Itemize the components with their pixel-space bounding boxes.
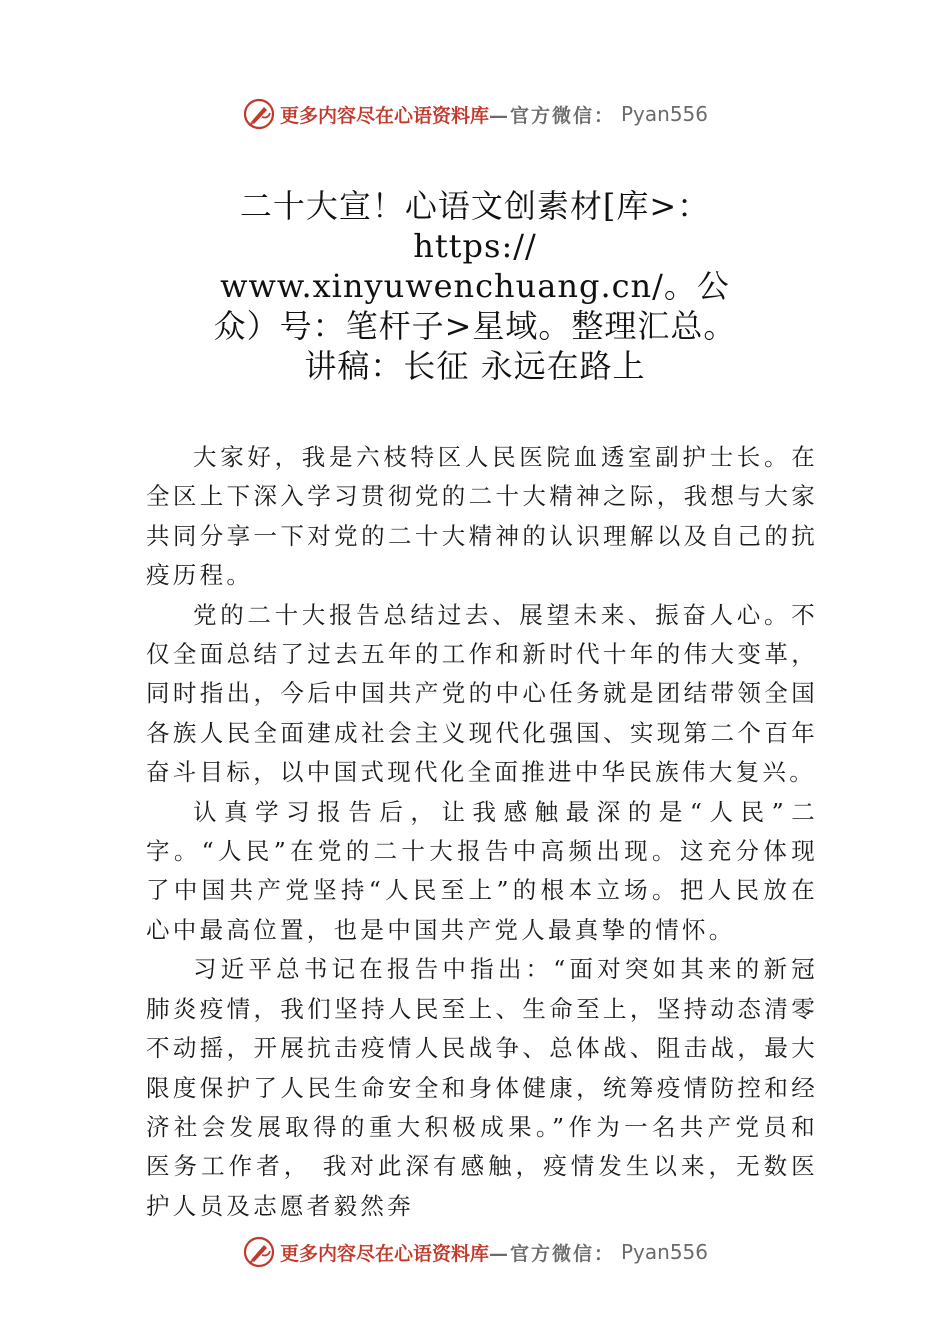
title-line: 讲稿：长征 永远在路上	[304, 347, 646, 385]
title-line: www.xinyuwenchuang.cn/。公	[220, 267, 730, 305]
header-banner	[0, 94, 950, 134]
banner-wechat-id: Pyan556	[621, 102, 709, 126]
footer-wechat-id: Pyan556	[621, 1240, 709, 1264]
body-paragraph: 认真学习报告后，让我感触最深的是“人民”二字。“人民”在党的二十大报告中高频出现。这充分体现了中国共产党坚持“人民至上”的根本立场。把人民放在心中最高位置，也是中国共产党人最真挚的情怀。	[146, 797, 818, 944]
body-paragraph: 大家好，我是六枝特区人民医院血透室副护士长。在全区上下深入学习贯彻党的二十大精神之际，我想与大家共同分享一下对党的二十大精神的认识理解以及自己的抗疫历程。	[146, 443, 818, 590]
body-paragraph: 习近平总书记在报告中指出：“面对突如其来的新冠肺炎疫情，我们坚持人民至上、生命至上，坚持动态清零不动摇，开展抗击疫情人民战争、总体战、阻击战，最大限度保护了人民生命安全和身体健康，统筹疫情防控和经济社会发展取得的重大积极成果。”作为一名共产党员和医务工作者， 我对此深有感触，疫情发生以来，无数医护人员及志愿者毅然奔	[146, 955, 818, 1220]
footer-site-text: 更多内容尽在心语资料库	[279, 1242, 489, 1265]
body-paragraph: 党的二十大报告总结过去、展望未来、振奋人心。不仅全面总结了过去五年的工作和新时代十年的伟大变革，同时指出，今后中国共产党的中心任务就是团结带领全国各族人民全面建成社会主义现代化强国、实现第二个百年奋斗目标，以中国式现代化全面推进中华民族伟大复兴。	[146, 600, 818, 787]
banner-site-text: 更多内容尽在心语资料库	[279, 104, 489, 127]
document-body	[146, 438, 818, 1226]
title-line: https://	[413, 227, 537, 265]
title-line: 众）号：笔杆子>星域。整理汇总。	[213, 307, 737, 345]
title-line: 二十大宣！心语文创素材[库>：	[239, 187, 711, 225]
footer-wechat-label: —官方微信：	[488, 1242, 615, 1265]
banner-wechat-label: —官方微信：	[488, 104, 615, 127]
footer-banner	[0, 1232, 950, 1272]
pen-circle-logo-icon	[242, 1235, 276, 1269]
document-title	[140, 186, 810, 386]
pen-circle-logo-icon	[242, 97, 276, 131]
